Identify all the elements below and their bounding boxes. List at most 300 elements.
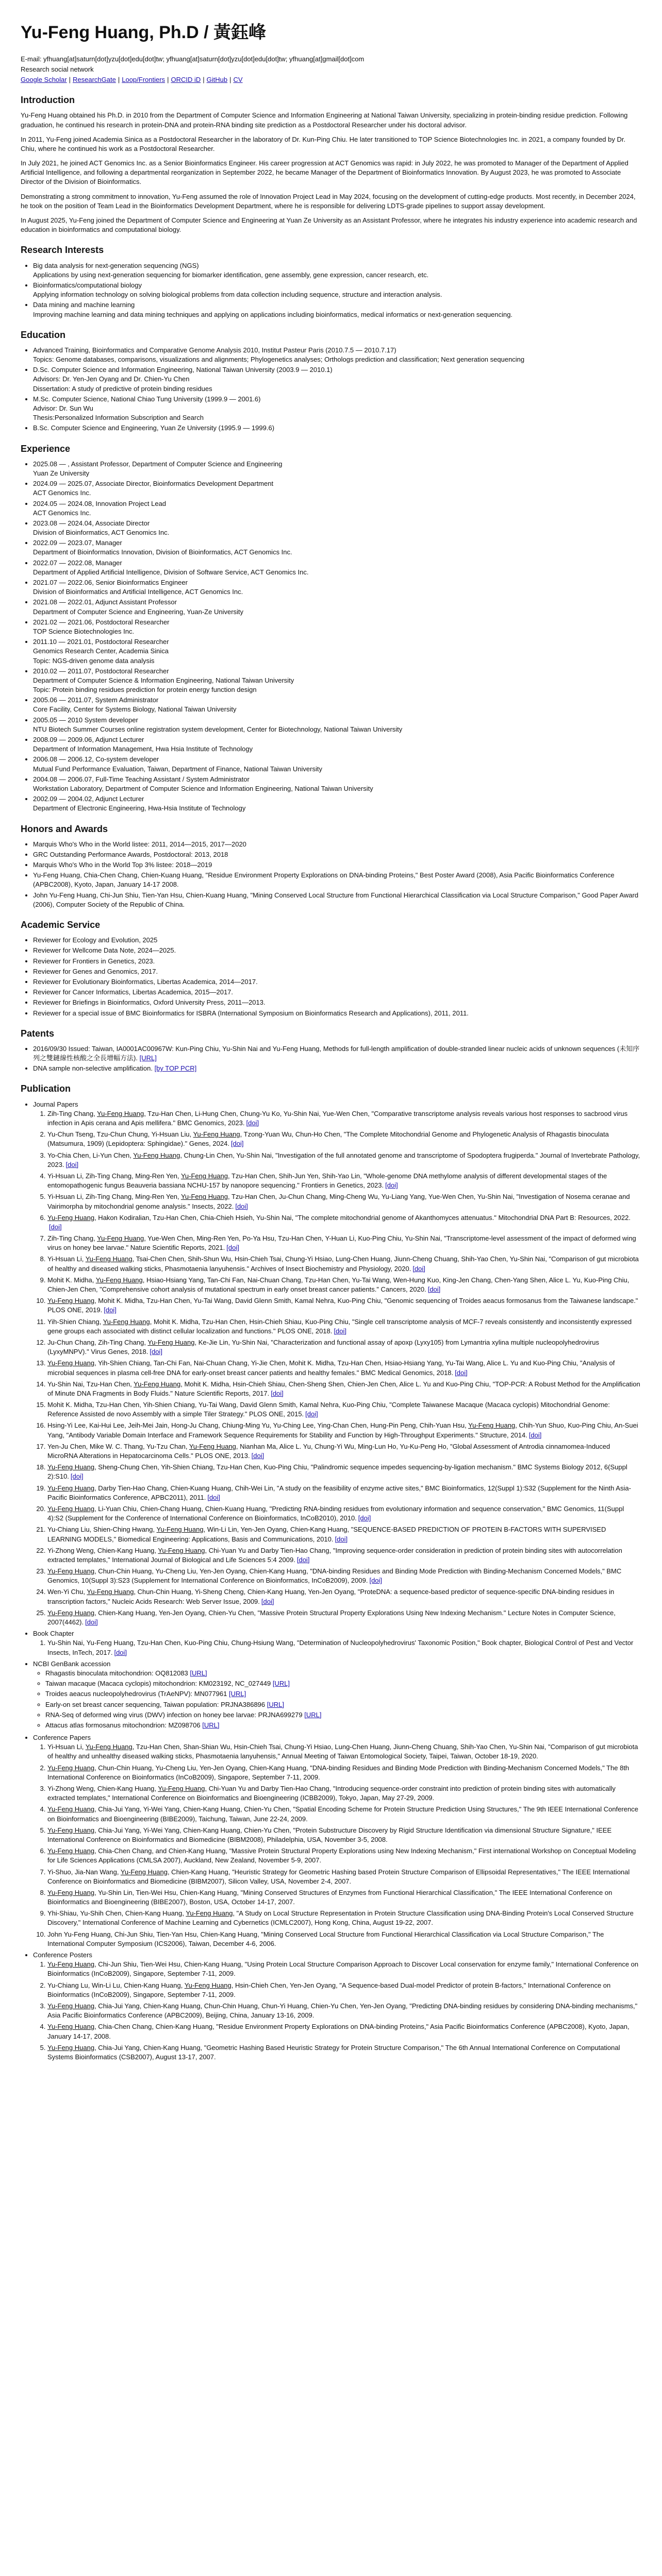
conference-poster	[47, 2043, 641, 2062]
pub-author-self: Yu-Feng Huang	[180, 1193, 228, 1201]
service-item: • Reviewer for Genes and Genomics, 2017.	[33, 967, 641, 976]
pub-group-label: Conference Papers	[33, 1734, 91, 1742]
link-loop[interactable]: Loop/Frontiers	[122, 75, 166, 83]
pub-authors: Yi-Hsuan Li, Zih-Ting Chang, Ming-Ren Yen,	[47, 1172, 181, 1180]
doi-link[interactable]: [doi]	[226, 1244, 239, 1252]
experience-item-detail: Topic: NGS-driven genome data analysis	[33, 656, 155, 665]
link-google-scholar[interactable]: Google Scholar	[21, 75, 67, 83]
experience-item-detail: Division of Bioinformatics, ACT Genomics Inc.	[33, 529, 170, 537]
journal-paper	[47, 1234, 641, 1252]
education-item-detail: Advisors: Dr. Yen-Jen Oyang and Dr. Chien-Yu Chen	[33, 375, 190, 383]
conference-paper	[47, 1784, 641, 1803]
ncbi-link[interactable]: [URL]	[202, 1721, 220, 1729]
doi-link[interactable]: [doi]	[246, 1119, 259, 1127]
pub-citation: , Chun-Chin Huang, Yu-Cheng Liu, Yen-Jen Oyang, Chien-Kang Huang, "DNA-binding Residues and Binding Mode Prediction with Binding-Mechanism Concerned Models," BMC Genomics, 10(Suppl 3):S23 (Supplement for International Conference on Bioinformatics, InCoB2009), 2009.	[47, 1567, 622, 1585]
experience-item-title: 2023.08 — 2024.04, Associate Director	[33, 519, 150, 527]
experience-item-title: 2024.09 — 2025.07, Associate Director, Bioinformatics Development Department	[33, 480, 274, 488]
pub-authors: Yi-Shuo, Jia-Nan Wang,	[47, 1868, 121, 1876]
patent-text: 2016/09/30 Issued: Taiwan, IA0001AC00967W: Kun-Ping Chiu, Yu-Shin Nai and Yu-Feng Huang, Methods for full-length amplification of double-stranded linear nucleic acids of unknown sequences (未知序列之雙鏈線性核酸之全長增幅方法).	[33, 1044, 640, 1062]
ncbi-item	[45, 1679, 641, 1688]
service-item: • Reviewer for Briefings in Bioinformatics, Oxford University Press, 2011—2013.	[33, 998, 641, 1007]
pub-author-self: Yu-Feng Huang	[47, 1213, 95, 1222]
doi-link[interactable]: [doi]	[358, 1514, 371, 1522]
pub-citation: , Sheng-Chung Chen, Yih-Shien Chiang, Tzu-Han Chen, Kuo-Ping Chiu, "Palindromic sequence impedes sequencing-by-ligation mechanism." BMC Systems Biology 2012, 6(Suppl 2):S10.	[47, 1463, 627, 1481]
conference-poster	[47, 2022, 641, 2041]
pub-citation: , Chi-Yuan Yu and Darby Tien-Hao Chang, "Improving sequence-order consideration in prediction of protein binding sites with autocorrelation extracted templates," International Journal of Biological and Life Sciences 5:4 2009.	[47, 1546, 622, 1564]
pub-citation: , Chung-Lin Chen, Yu-Shin Nai, "Investigation of the full annotated genome and transcriptome of Spodoptera frugiperda." Journal of Invertebrate Pathology, 2023.	[47, 1151, 640, 1168]
experience-item	[33, 479, 641, 498]
intro-paragraph: Demonstrating a strong commitment to innovation, Yu-Feng assumed the role of Innovation Project Lead in May 2024, focusing on the development of cutting-edge products. Most recently, in December 2024, he took on the position of Team Lead in the Bioinformatics Development Department, where he is responsible for delivering LDTS-grade pipelines to support assay development.	[21, 192, 636, 210]
doi-link[interactable]: [doi]	[114, 1648, 127, 1656]
intro-paragraph: In 2011, Yu-Feng joined Academia Sinica as a Postdoctoral Researcher in the laboratory of Dr. Kun-Ping Chiu. He later transitioned to TOP Science Biotechnologies Inc. in 2021, a company founded by Dr. Chiu, where he continued his work as a Postdoctoral Researcher.	[21, 135, 626, 152]
section-heading-patents: Patents	[21, 1028, 55, 1039]
education-item	[33, 395, 641, 423]
conference-poster	[47, 1960, 641, 1978]
journal-paper	[47, 1192, 641, 1211]
pub-citation: , Mohit K. Midha, Tzu-Han Chen, Hsin-Chieh Shiau, Kuo-Ping Chiu, "Single cell transcriptome analysis of MCF-7 reveals consistently and inconsistently expressed gene groups each associated with distinct cellular localization and functions." PLOS ONE, 2018.	[47, 1317, 632, 1335]
pub-authors: Yi-Zhong Weng, Chien-Kang Huang,	[47, 1546, 158, 1554]
pub-group-label: Conference Posters	[33, 1951, 92, 1959]
experience-item	[33, 578, 641, 597]
pub-group-conference	[33, 1733, 641, 1948]
doi-link[interactable]: [doi]	[528, 1431, 542, 1439]
link-orcid[interactable]: ORCID iD	[171, 75, 201, 83]
pub-citation: , Chia-Jui Yang, Chien-Kang Huang, "Geometric Hashing Based Heuristic Strategy for Protein Structure Comparison," The 6th Annual International Conference on Computational Systems Bioinformatics (CSB2007), August 13-17, 2007.	[47, 2043, 620, 2061]
conference-paper	[47, 1888, 641, 1907]
education-item	[33, 346, 641, 364]
education-item	[33, 423, 641, 433]
honor-item: • Marquis Who's Who in the World Top 3% listee: 2018—2019	[33, 860, 641, 870]
doi-link[interactable]: [doi]	[427, 1285, 441, 1294]
journal-paper	[47, 1484, 641, 1502]
pub-citation: , Chih-Yun Shuo, Kuo-Ping Chiu, An-Suei Yang, "Antibody Variable Domain Interface and Framework Sequence Requirements for Stability and Function by High-Throughput Experiments." Structure, 2014.	[47, 1421, 638, 1439]
pub-author-self: Yu-Feng Huang	[47, 1359, 95, 1367]
doi-link[interactable]: [doi]	[49, 1223, 62, 1231]
doi-link[interactable]: [doi]	[251, 1452, 264, 1460]
experience-item-detail: ACT Genomics Inc.	[33, 489, 91, 497]
pub-citation: , Win-Li Lin, Yen-Jen Oyang, Chien-Kang Huang, "SEQUENCE-BASED PREDICTION OF PROTEIN B-FACTORS WITH SUPERVISED LEARNING MODELS," Biomedical Engineering: Applications, Basis and Communications, 2010.	[47, 1526, 606, 1543]
ncbi-list	[33, 1669, 641, 1730]
experience-item-title: 2022.07 — 2022.08, Manager	[33, 558, 122, 567]
research-item-title: Data mining and machine learning	[33, 301, 135, 309]
pub-authors: Zih-Ting Chang,	[47, 1109, 97, 1117]
pub-citation: , Tzong-Yuan Wu, Chun-Ho Chen, "The Complete Mitochondrial Genome and Phylogenetic Analysis of Rhagastis binoculata (Matsumura, 1909) (Lepidoptera: Sphingidae)." Genes, 2024.	[47, 1130, 609, 1148]
experience-item-detail: NTU Biotech Summer Courses online registration system development, Center for Biotechnology, National Taiwan University	[33, 725, 403, 733]
pub-author-self: Yu-Feng Huang	[180, 1172, 228, 1180]
ncbi-text: Attacus atlas formosanus mitochondrion: MZ098706	[45, 1721, 201, 1729]
intro-paragraph: In July 2021, he joined ACT Genomics Inc. as a Senior Bioinformatics Engineer. His career progression at ACT Genomics was rapid: in July 2022, he was promoted to Manager of the Department of Applied Artificial Intelligence, and following a departmental reorganization in September 2022, he became Manager of the Department of Bioinformatics Innovation. By August 2023, he was promoted to Associate Director of the Division of Bioinformatics.	[21, 159, 628, 186]
pub-author-self: Yu-Feng Huang	[47, 1960, 95, 1969]
pub-citation: , Chun-Chin Huang, Yu-Cheng Liu, Yen-Jen Oyang, Chien-Kang Huang, "DNA-binding Residues and Binding Mode Prediction with Binding-Mechanism Concerned Models," The 8th International Conference on Bioinformatics (InCoB2009), Singapore, September 7-11, 2009.	[47, 1764, 630, 1781]
pub-author-self: Yu-Feng Huang	[47, 1826, 95, 1834]
journal-paper	[47, 1525, 641, 1544]
service-item: • Reviewer for Evolutionary Bioinformatics, Libertas Academica, 2014—2017.	[33, 977, 641, 987]
pub-authors: Mohit K. Midha,	[47, 1276, 96, 1284]
experience-item-detail: ACT Genomics Inc.	[33, 509, 91, 517]
ncbi-link[interactable]: [URL]	[272, 1680, 290, 1688]
pub-authors: Wen-Yi Chu,	[47, 1588, 87, 1596]
pub-authors: Yen-Ju Chen, Mike W. C. Thang, Yu-Tzu Chan,	[47, 1442, 189, 1450]
experience-item-title: 2005.05 — 2010 System developer	[33, 716, 138, 724]
ncbi-link[interactable]: [URL]	[229, 1690, 246, 1698]
pub-authors: Yu-Chiang Liu, Shien-Ching Hwang,	[47, 1526, 157, 1534]
pub-author-self: Yu-Feng Huang	[193, 1130, 240, 1139]
conference-poster	[47, 1981, 641, 1999]
journal-paper	[47, 1421, 641, 1439]
pub-citation: , Chi-Jun Shiu, Tien-Wei Hsu, Chien-Kang Huang, "Using Protein Local Structure Comparison Approach to Discover Local conservation for enzyme family," International Conference on Bioinformatics (InCoB2009), Singapore, September 7-11, 2009.	[47, 1960, 639, 1978]
experience-item-detail: Department of Electronic Engineering, Hwa-Hsia Institute of Technology	[33, 804, 246, 812]
ncbi-item	[45, 1721, 641, 1730]
service-item: • Reviewer for Wellcome Data Note, 2024—2025.	[33, 946, 641, 955]
pub-author-self: Yu-Feng Huang	[120, 1868, 168, 1876]
journal-paper	[47, 1296, 641, 1315]
ncbi-text: Rhagastis binoculata mitochondrion: OQ812083	[45, 1669, 188, 1677]
journal-paper	[47, 1587, 641, 1606]
link-researchgate[interactable]: ResearchGate	[73, 75, 116, 83]
education-item-detail: Topics: Genome databases, comparisons, visualizations and alignments; Phylogenetics analyses; Orthologs prediction and classification; Next generation sequencing	[33, 355, 525, 364]
experience-item-title: 2021.07 — 2022.06, Senior Bioinformatics Engineer	[33, 579, 188, 587]
pub-citation: , Li-Yuan Chiu, Chien-Chang Huang, Chien-Kuang Huang, "Predicting RNA-binding residues from evolutionary information and sequence conservation," BMC Genomics, 11(Suppl 4):S2 (Supplement for the Conference of International Conference on Bioinformatics, InCoB2010), 2010.	[47, 1504, 624, 1522]
experience-item-detail: Yuan Ze University	[33, 469, 90, 477]
pub-authors: Yi-Hsuan Li,	[47, 1743, 86, 1751]
experience-item	[33, 696, 641, 714]
pub-authors: Yu-Chiang Lu, Win-Li Lu, Chien-Kang Huang,	[47, 1981, 185, 1989]
journal-paper	[47, 1130, 641, 1148]
pub-citation: , Chia-Jui Yang, Chien-Kang Huang, Chun-Chin Huang, Chun-Yi Huang, Chien-Yu Chen, Yen-Jen Oyang, "Predicting DNA-binding residues by considering DNA-binding mechanisms," Asia Pacific Bioinformatics Conference (APBC2009), Beijing, China, January 13-16, 2009.	[47, 2002, 638, 2020]
pub-author-self: Yu-Feng Huang	[47, 1463, 95, 1471]
journal-paper	[47, 1213, 641, 1232]
education-item-detail: Dissertation: A study of predictive of protein binding residues	[33, 384, 212, 393]
pub-authors: Hsing-Yi Lee, Kai-Hui Lee, Jeih-Mei Jain, Hong-Ju Chang, Chiung-Ming Yu, Yu-Ching Lee, Ying-Chan Chen, Hung-Pin Peng, Chih-Yuan Hsu,	[47, 1421, 469, 1430]
pub-authors: John Yu-Feng Huang, Chi-Jun Shiu, Tien-Yan Hsu, Chien-Kang Huang, "Mining Conserved Local Structure from Functional Hierarchical Classification via Local Structure Comparison," The International Computer Symposium (ICS2006), Taiwan, December 4-6, 2006.	[47, 1930, 604, 1947]
experience-item	[33, 598, 641, 616]
service-item: • Reviewer for a special issue of BMC Bioinformatics for ISBRA (International Symposium on Bioinformatics Research and Applications), 2011, 2011.	[33, 1009, 641, 1018]
pub-authors: Ju-Chun Chang, Zih-Ting Chang,	[47, 1338, 148, 1346]
experience-item	[33, 499, 641, 518]
pub-citation: , Chi-Yuan Yu and Darby Tien-Hao Chang, "Introducing sequence-order constraint into prediction of protein binding sites with automatically extracted templates," International Conference on Bioinformatics and Bioengineering (ICBB2009), Tokyo, Japan, May 27-29, 2009.	[47, 1785, 616, 1802]
ncbi-link[interactable]: [URL]	[190, 1669, 207, 1677]
experience-item	[33, 637, 641, 666]
pub-author-self: Yu-Feng Huang	[158, 1785, 205, 1793]
experience-item-detail: Department of Computer Science & Information Engineering, National Taiwan University	[33, 676, 294, 684]
book-chapter	[47, 1638, 641, 1657]
experience-item-title: 2022.09 — 2023.07, Manager	[33, 539, 122, 547]
doi-link[interactable]: [doi]	[385, 1181, 398, 1190]
pub-author-self: Yu-Feng Huang	[47, 1484, 95, 1492]
doi-link[interactable]: [doi]	[412, 1264, 425, 1273]
doi-link[interactable]: [doi]	[85, 1618, 98, 1626]
experience-item-title: 2021.08 — 2022.01, Adjunct Assistant Professor	[33, 598, 177, 606]
pub-author-self: Yu-Feng Huang	[97, 1234, 144, 1243]
pub-author-self: Yu-Feng Huang	[184, 1981, 231, 1989]
section-heading-service: Academic Service	[21, 920, 101, 930]
doi-link[interactable]: [doi]	[271, 1389, 284, 1397]
experience-item	[33, 558, 641, 577]
doi-link[interactable]: [doi]	[369, 1577, 383, 1585]
pub-citation: , Tzu-Han Chen, Shih-Jun Yen, Shih-Yao Lin, "Whole-genome DNA methylome analysis of different developmental stages of the entomopathogenic fungus Beauveria bassiana NCHU-157 by nanopore sequencing." Frontiers in Genetics, 2023.	[47, 1172, 607, 1190]
pub-author-self: Yu-Feng Huang	[103, 1317, 150, 1326]
email-line: E-mail: yfhuang[at]saturn[dot]yzu[dot]edu[dot]tw; yfhuang[at]saturn[dot]yzu[dot]edu[dot]tw; yfhuang[at]gmail[dot]com	[21, 55, 365, 63]
service-item: • Reviewer for Ecology and Evolution, 2025	[33, 936, 641, 945]
patents-list	[21, 1044, 641, 1074]
section-heading-honors: Honors and Awards	[21, 823, 108, 834]
pub-authors: Yi-Hsuan Li, Zih-Ting Chang, Ming-Ren Yen,	[47, 1193, 181, 1201]
pub-group-book	[33, 1629, 641, 1657]
experience-item-title: 2006.08 — 2006.12, Co-system developer	[33, 755, 159, 764]
pub-citation: , Chien-Kang Huang, Yen-Jen Oyang, Chien-Yu Chen, "Massive Protein Structural Property Explorations Using New Indexing Mechanism." Lecture Notes in Computer Science, 2007(4462).	[47, 1608, 616, 1626]
pub-citation: , Hsin-Chieh Chen, Yen-Jen Oyang, "A Sequence-based Dual-model Predictor of protein B-factors," International Conference on Bioinformatics (InCoB2009), Singapore, September 7-11, 2009.	[47, 1981, 611, 1998]
pub-author-self: Yu-Feng Huang	[85, 1255, 133, 1263]
doi-link[interactable]: [doi]	[150, 1348, 162, 1356]
section-heading-experience: Experience	[21, 443, 71, 454]
pub-group-journal	[33, 1100, 641, 1628]
pub-group-label: Book Chapter	[33, 1630, 74, 1638]
patent-text: DNA sample non-selective amplification.	[33, 1064, 153, 1073]
experience-item-detail: Mutual Fund Performance Evaluation, Taiwan, Department of Finance, National Taiwan University	[33, 765, 322, 773]
doi-link[interactable]: [doi]	[335, 1535, 348, 1543]
conference-paper	[47, 1909, 641, 1927]
introduction-body	[21, 111, 641, 234]
doi-link[interactable]: [doi]	[65, 1160, 79, 1168]
honor-item: • Marquis Who's Who in the World listee: 2011, 2014—2015, 2017—2020	[33, 840, 641, 849]
pub-author-self: Yu-Feng Huang	[47, 1504, 95, 1513]
experience-item-detail: Department of Bioinformatics Innovation, Division of Bioinformatics, ACT Genomics Inc.	[33, 548, 292, 556]
pub-citation: , Chia-Chen Chang, and Chien-Kang Huang, "Massive Protein Structural Property Explorations using New Indexing Mechanism," First international Workshop on Conceptual Modeling for Life Sciences Applications (CMLSA 2007), Auckland, New Zealand, November 5-9, 2007.	[47, 1847, 636, 1865]
experience-list	[21, 460, 641, 814]
education-item-title: Advanced Training, Bioinformatics and Comparative Genome Analysis 2010, Institut Pasteur Paris (2010.7.5 — 2010.7.17)	[33, 346, 396, 354]
journal-paper	[47, 1380, 641, 1398]
journal-paper	[47, 1338, 641, 1357]
ncbi-item	[45, 1710, 641, 1720]
pub-citation: , Yih-Shien Chiang, Tan-Chi Fan, Nai-Chuan Chang, Yi-Jie Chen, Mohit K. Midha, Tzu-Han Chen, Hsiao-Hsiang Yang, Yu-Tai Wang, Alice L. Yu and Kuo-Ping Chiu, "Analysis of microbial sequences in plasma cell-free DNA for early-onset breast cancer patients and healthy females." BMC Medical Genomics, 2018.	[47, 1359, 615, 1377]
ncbi-text: RNA-Seq of deformed wing virus (DWV) infection on honey bee larvae: PRJNA699279	[45, 1710, 303, 1719]
link-github[interactable]: GitHub	[206, 75, 228, 83]
pub-author-self: Yu-Feng Huang	[47, 1567, 95, 1575]
pub-authors: Yu-Shin Nai, Tzu-Han Chen,	[47, 1380, 134, 1388]
pub-author-self: Yu-Feng Huang	[47, 1805, 95, 1814]
ncbi-link[interactable]: [URL]	[267, 1700, 284, 1708]
section-heading-publication: Publication	[21, 1083, 71, 1094]
pub-author-self: Yu-Feng Huang	[158, 1546, 205, 1554]
experience-item-title: 2021.02 — 2021.06, Postdoctoral Researcher	[33, 618, 170, 626]
patent-item	[33, 1044, 641, 1063]
pub-author-self: Yu-Feng Huang	[47, 1764, 95, 1772]
education-item-title: D.Sc. Computer Science and Information Engineering, National Taiwan University (2003.9 — 2010.1)	[33, 366, 333, 374]
conference-paper	[47, 1868, 641, 1886]
education-item-title: M.Sc. Computer Science, National Chiao Tung University (1999.9 — 2001.6)	[33, 395, 261, 403]
pub-citation: , Tsai-Chen Chen, Shih-Shun Wu, Hsin-Chieh Tsai, Chung-Yi Hsiao, Lung-Chen Huang, Jiunn-Cheng Chuang, Shih-Yao Chen, Yu-Shin Nai, "Comparison of gut microbiota of healthy and diseased walking sticks, Phasmotaenia lanyuhensis." Archives of Insect Biochemistry and Physiology, 2020.	[47, 1255, 639, 1273]
experience-item-title: 2025.08 — , Assistant Professor, Department of Computer Science and Engineering	[33, 460, 283, 468]
pub-authors: Yi-Hsuan Li,	[47, 1255, 86, 1263]
social-links: Google Scholar | ResearchGate | Loop/Frontiers | ORCID iD | GitHub | CV	[21, 75, 243, 83]
experience-item-detail: Core Facility, Center for Systems Biology, National Taiwan University	[33, 705, 237, 714]
pub-author-self: Yu-Feng Huang	[87, 1588, 134, 1596]
pub-authors: Yu-Shin Nai, Yu-Feng Huang, Tzu-Han Chen, Kuo-Ping Chiu, Chung-Hsiung Wang, "Determination of Nucleopolyhedrovirus' Taxonomic Position," Book chapter, Biological Control of Pest and Vector Insects, InTech, 2017.	[47, 1639, 634, 1656]
pub-author-self: Yu-Feng Huang	[468, 1421, 516, 1430]
journal-paper	[47, 1400, 641, 1419]
pub-citation: , Hsiao-Hsiang Yang, Tan-Chi Fan, Nai-Chuan Chang, Tzu-Han Chen, Yu-Tai Wang, Wen-Hung Kuo, King-Jen Chang, Chen-Yang Shen, Alice L. Yu, Kuo-Ping Chiu, Chien-Jen Chen, "Comprehensive cohort analysis of mutational spectrum in early onset breast cancer patients." Cancers, 2020.	[47, 1276, 630, 1294]
pub-author-self: Yu-Feng Huang	[47, 2043, 95, 2052]
pub-author-self: Yu-Feng Huang	[85, 1743, 133, 1751]
journal-paper	[47, 1463, 641, 1481]
pub-author-self: Yu-Feng Huang	[47, 2023, 95, 2031]
pub-authors: Zih-Ting Chang,	[47, 1234, 97, 1243]
pub-author-self: Yu-Feng Huang	[97, 1109, 144, 1117]
experience-item-detail: Department of Information Management, Hwa Hsia Institute of Technology	[33, 745, 253, 753]
pub-citation: , Tzu-Han Chen, Ju-Chun Chang, Ming-Cheng Wu, Yu-Liang Yang, Yue-Wen Chen, Yu-Shin Nai, "Investigation of Nosema ceranae and Vairimorpha by mitochondrial genome analysis." Insects, 2022.	[47, 1193, 630, 1210]
doi-link[interactable]: [doi]	[455, 1368, 468, 1377]
doi-link[interactable]: [doi]	[104, 1306, 117, 1314]
experience-item	[33, 667, 641, 695]
journal-paper	[47, 1151, 641, 1170]
doi-link[interactable]: [doi]	[296, 1555, 310, 1564]
pub-citation: , Chia-Jui Yang, Yi-Wei Yang, Chien-Kang Huang, Chien-Yu Chen, "Spatial Encoding Scheme for Protein Structure Prediction Using Structures," The 9th IEEE International Conference on Bioinformatics and Bioengineering (BIBE2009), Taichung, Taiwan, June 22-24, 2009.	[47, 1805, 638, 1823]
pub-author-self: Yu-Feng Huang	[134, 1380, 181, 1388]
pub-author-self: Yu-Feng Huang	[47, 1297, 95, 1305]
experience-item	[33, 618, 641, 636]
pub-citation: , Nianhan Ma, Alice L. Yu, Chung-Yi Wu, Ming-Lun Ho, Yu-Ku-Peng Ho, "Global Assessment of Antrodia cinnamomea-Induced MicroRNA Alterations in Hepatocarcinoma Cells." PLOS ONE, 2013.	[47, 1442, 610, 1460]
pub-author-self: Yu-Feng Huang	[47, 2002, 95, 2010]
pub-citation: , Yue-Wen Chen, Ming-Ren Yen, Po-Ya Hsu, Tzu-Han Chen, Y-Huan Li, Kuo-Ping Chiu, Yu-Shin Nai, "Transcriptome-level assessment of the impact of deformed wing virus on honey bee larvae." Nature Scientific Reports, 2021.	[47, 1234, 636, 1252]
conference-list	[33, 1742, 641, 1948]
research-item	[33, 300, 641, 319]
pub-author-self: Yu-Feng Huang	[47, 1847, 95, 1855]
page-title: Yu-Feng Huang, Ph.D / 黃鈺峰	[21, 23, 266, 42]
experience-item-detail: Workstation Laboratory, Department of Computer Science and Information Engineering, National Taiwan University	[33, 784, 373, 792]
research-item-detail: Applications by using next-generation sequencing for biomarker identification, gene assembly, gene expression, cancer research, etc.	[33, 270, 429, 279]
pub-group-label: NCBI GenBank accession	[33, 1659, 111, 1668]
intro-paragraph: Yu-Feng Huang obtained his Ph.D. in 2010 from the Department of Computer Science and Information Engineering at National Taiwan University, specializing in protein-binding residue prediction. Following graduation, he continued his research in protein-DNA and protein-RNA binding site prediction as a Postdoctoral Researcher under his doctoral advisor.	[21, 111, 628, 129]
doi-link[interactable]: [doi]	[261, 1597, 274, 1605]
service-item: • Reviewer for Frontiers in Genetics, 2023.	[33, 957, 641, 966]
pub-citation: , Tzu-Han Chen, Shan-Shian Wu, Hsin-Chieh Tsai, Chung-Yi Hsiao, Lung-Chen Huang, Jiunn-Cheng Chuang, Shih-Yao Chen, Yu-Shin Nai, "Comparison of gut microbiota of healthy and unhealthy diseased walking sticks, Phasmotaenia lanyuhensis," Annual Meeting of Taiwan Entomological Society, Taipei, Taiwan, October 18-19, 2020.	[47, 1743, 638, 1760]
pub-author-self: Yu-Feng Huang	[47, 1608, 95, 1617]
book-list	[33, 1638, 641, 1657]
pub-citation: , Chun-Chin Huang, Yi-Sheng Cheng, Chien-Kang Huang, Yen-Jen Oyang, "ProteDNA: a sequence-based predictor of sequence-specific DNA-binding residues in transcription factors," Nucleic Acids Research: Web Server Issue, 2009.	[47, 1588, 615, 1605]
experience-item	[33, 735, 641, 754]
experience-item-detail: Topic: Protein binding residues prediction for protein energy function design	[33, 686, 257, 694]
research-item-title: Big data analysis for next-generation sequencing (NGS)	[33, 261, 199, 269]
pub-author-self: Yu-Feng Huang	[147, 1338, 195, 1346]
ncbi-item	[45, 1700, 641, 1709]
honor-item: • GRC Outstanding Performance Awards, Postdoctoral: 2013, 2018	[33, 850, 641, 859]
experience-item-detail: TOP Science Biotechnologies Inc.	[33, 627, 135, 635]
experience-item	[33, 460, 641, 478]
conference-paper	[47, 1826, 641, 1844]
experience-item-detail: Division of Bioinformatics and Artificial Intelligence, ACT Genomics Inc.	[33, 588, 243, 596]
pub-citation: , Mohit K. Midha, Tzu-Han Chen, Yu-Tai Wang, David Glenn Smith, Kamal Nehra, Kuo-Ping Chiu, "Genomic sequencing of Troides aeacus formosanus from the Taiwanese landscape." PLOS ONE, 2019.	[47, 1297, 638, 1314]
pub-citation: , Chia-Chen Chang, Chien-Kang Huang, "Residue Environment Property Explorations on DNA-binding Proteins," Asia Pacific Bioinformatics Conference (APBC2008), Kyoto, Japan, January 14-17, 2008.	[47, 2023, 630, 2040]
doi-link[interactable]: [doi]	[207, 1493, 220, 1501]
conference-paper	[47, 1764, 641, 1782]
honor-item: • Yu-Feng Huang, Chia-Chen Chang, Chien-Kuang Huang, "Residue Environment Property Explorations on DNA-binding Proteins," Best Poster Award (2008), Asia Pacific Bioinformatics Conference (APBC2008), Kyoto, Japan, January 14-17 2008.	[33, 871, 641, 889]
ncbi-text: Troides aeacus nucleopolyhedrovirus (TrAeNPV): MN077961	[45, 1690, 227, 1698]
experience-item-detail: Department of Computer Science and Engineering, Yuan-Ze University	[33, 607, 244, 616]
education-item-detail: Thesis:Personalized Information Subscription and Search	[33, 414, 204, 422]
education-item-title: B.Sc. Computer Science and Engineering, Yuan Ze University (1995.9 — 1999.6)	[33, 424, 275, 432]
experience-item	[33, 716, 641, 734]
experience-item-title: 2005.06 — 2011.07, System Administrator	[33, 696, 159, 704]
pub-authors: Yhi-Shiau, Yu-Shih Chen, Chien-Kang Huang,	[47, 1909, 186, 1918]
poster-list	[33, 1960, 641, 2062]
journal-paper	[47, 1276, 641, 1294]
pub-citation: , Hakon Kodiralian, Tzu-Han Chen, Chia-Chieh Hsieh, Yu-Shin Nai, "The complete mitochondrial genome of Akanthomyces attenuatus." Mitochondrial DNA Part B: Resources, 2022.	[94, 1213, 631, 1222]
ncbi-link[interactable]: [URL]	[304, 1710, 322, 1719]
conference-paper	[47, 1846, 641, 1865]
journal-paper	[47, 1442, 641, 1461]
experience-item-detail: Department of Applied Artificial Intelligence, Division of Software Service, ACT Genomics Inc.	[33, 568, 309, 576]
link-cv[interactable]: CV	[233, 75, 243, 83]
experience-item	[33, 538, 641, 557]
ncbi-text: Taiwan macaque (Macaca cyclopis) mitochondrion: KM023192, NC_027449	[45, 1680, 271, 1688]
research-item	[33, 281, 641, 299]
journal-paper	[47, 1359, 641, 1377]
doi-link[interactable]: [doi]	[230, 1140, 244, 1148]
pub-citation: , Darby Tien-Hao Chang, Chien-Kuang Huang, Chih-Wei Lin, "A study on the feasibility of enzyme active sites," BMC Bioinformatics, 12(Suppl 1):S32 (Supplement for the Ninth Asia-Pacific Bioinformatics Conference, APBC2011), 2011.	[47, 1484, 631, 1501]
honor-item: • John Yu-Feng Huang, Chi-Jun Shiu, Tien-Yan Hsu, Chien-Kuang Huang, "Mining Conserved Local Structure from Functional Hierarchical Classification via Local Structure Comparison," Good Paper Award (2006), Computer Society of the Republic of China.	[33, 891, 641, 909]
journal-paper	[47, 1109, 641, 1128]
experience-item-detail: Genomics Research Center, Academia Sinica	[33, 647, 169, 655]
service-item: • Reviewer for Cancer Informatics, Libertas Academica, 2015—2017.	[33, 988, 641, 997]
pub-citation: , Mohit K. Midha, Hsin-Chieh Shiau, Chen-Sheng Shen, Chien-Jen Chen, Alice L. Yu and Kuo-Ping Chiu, "TOP-PCR: A Robust Method for the Amplification of Minute DNA Fragments in Body Fluids." Nature Scientific Reports, 2017.	[47, 1380, 640, 1397]
experience-item-title: 2010.02 — 2011.07, Postdoctoral Researcher	[33, 667, 169, 675]
pub-authors: Mohit K. Midha, Tzu-Han Chen, Yih-Shien Chiang, Yu-Tai Wang, David Glenn Smith, Kamal Nehra, Kuo-Ping Chiu, "Complete Taiwanese Macaque (Macaca cyclopis) Mitochondrial Genome: Reference Assisted de novo Assembly with a simple Tiler Strategy." PLOS ONE, 2015.	[47, 1401, 610, 1418]
pub-citation: , Tzu-Han Chen, Li-Hung Chen, Chung-Yu Ko, Yu-Shin Nai, Yue-Wen Chen, "Comparative transcriptome analysis reveals various host responses to sacbrood virus infection in Apis cerana and Apis mellifera." BMC Genomics, 2023.	[47, 1109, 628, 1127]
experience-item-title: 2004.08 — 2006.07, Full-Time Teaching Assistant / System Administrator	[33, 775, 250, 783]
journal-paper	[47, 1172, 641, 1190]
journal-list	[33, 1109, 641, 1627]
patent-item	[33, 1064, 641, 1073]
education-item	[33, 365, 641, 394]
patent-link[interactable]: [by TOP PCR]	[154, 1064, 197, 1073]
experience-item	[33, 519, 641, 537]
conference-paper	[47, 1742, 641, 1761]
pub-authors: Yu-Chun Tseng, Tzu-Chun Chung, Yi-Hsuan Liu,	[47, 1130, 193, 1139]
research-item-title: Bioinformatics/computational biology	[33, 281, 142, 289]
intro-paragraph: In August 2025, Yu-Feng joined the Department of Computer Science and Engineering at Yuan Ze University as an Assistant Professor, where he integrates his industry experience into academic research and education in bioinformatics and computational biology.	[21, 216, 637, 234]
journal-paper	[47, 1567, 641, 1585]
doi-link[interactable]: [doi]	[334, 1327, 346, 1335]
pub-author-self: Yu-Feng Huang	[95, 1276, 143, 1284]
ncbi-item	[45, 1689, 641, 1699]
pub-citation: , Chien-Kang Huang, "Heuristic Strategy for Geometric Hashing based Protein Structure Comparison of Ellipsoidal Representatives," The IEEE International Conference on Bioinformatics and Biomedicine (BIBM2007), Silicon Valley, USA, November 2-4, 2007.	[47, 1868, 630, 1885]
pub-author-self: Yu-Feng Huang	[47, 1888, 95, 1896]
section-heading-research: Research Interests	[21, 245, 104, 256]
networks-label: Research social network	[21, 65, 94, 73]
pub-author-self: Yu-Feng Huang	[186, 1909, 233, 1918]
honors-list	[21, 840, 641, 909]
pub-citation: , Chia-Jui Yang, Yi-Wei Yang, Chien-Kang Huang, Chien-Yu Chen, "Protein Substructure Discovery by Rigid Structure Identification via dimensional Structure Signature," IEEE International Conference on Bioinformatics and Biomedicine (BIBM2008), Philadelphia, USA, November 3-5, 2008.	[47, 1826, 612, 1843]
pub-author-self: Yu-Feng Huang	[156, 1526, 204, 1534]
service-list	[21, 936, 641, 1018]
pub-authors: Yo-Chia Chen, Li-Yun Chen,	[47, 1151, 134, 1159]
ncbi-item	[45, 1669, 641, 1678]
doi-link[interactable]: [doi]	[70, 1472, 84, 1481]
doi-link[interactable]: [doi]	[305, 1410, 318, 1418]
patent-link[interactable]: [URL]	[139, 1054, 157, 1062]
pub-author-self: Yu-Feng Huang	[189, 1442, 236, 1450]
section-heading-introduction: Introduction	[21, 95, 75, 106]
conference-poster	[47, 2002, 641, 2020]
pub-citation: , Ke-Jie Lin, Yu-Shin Nai, "Characterization and functional assay of apoxp (Lyxy105) from Lymantria xylina multiple nucleopolyhedrovirus (LyxyMNPV)." Virus Genes, 2018.	[47, 1338, 600, 1356]
journal-paper	[47, 1608, 641, 1627]
doi-link[interactable]: [doi]	[235, 1202, 248, 1210]
pub-group-label: Journal Papers	[33, 1100, 78, 1108]
experience-item	[33, 775, 641, 793]
journal-paper	[47, 1546, 641, 1565]
publication-list	[21, 1100, 641, 2062]
education-list	[21, 346, 641, 433]
